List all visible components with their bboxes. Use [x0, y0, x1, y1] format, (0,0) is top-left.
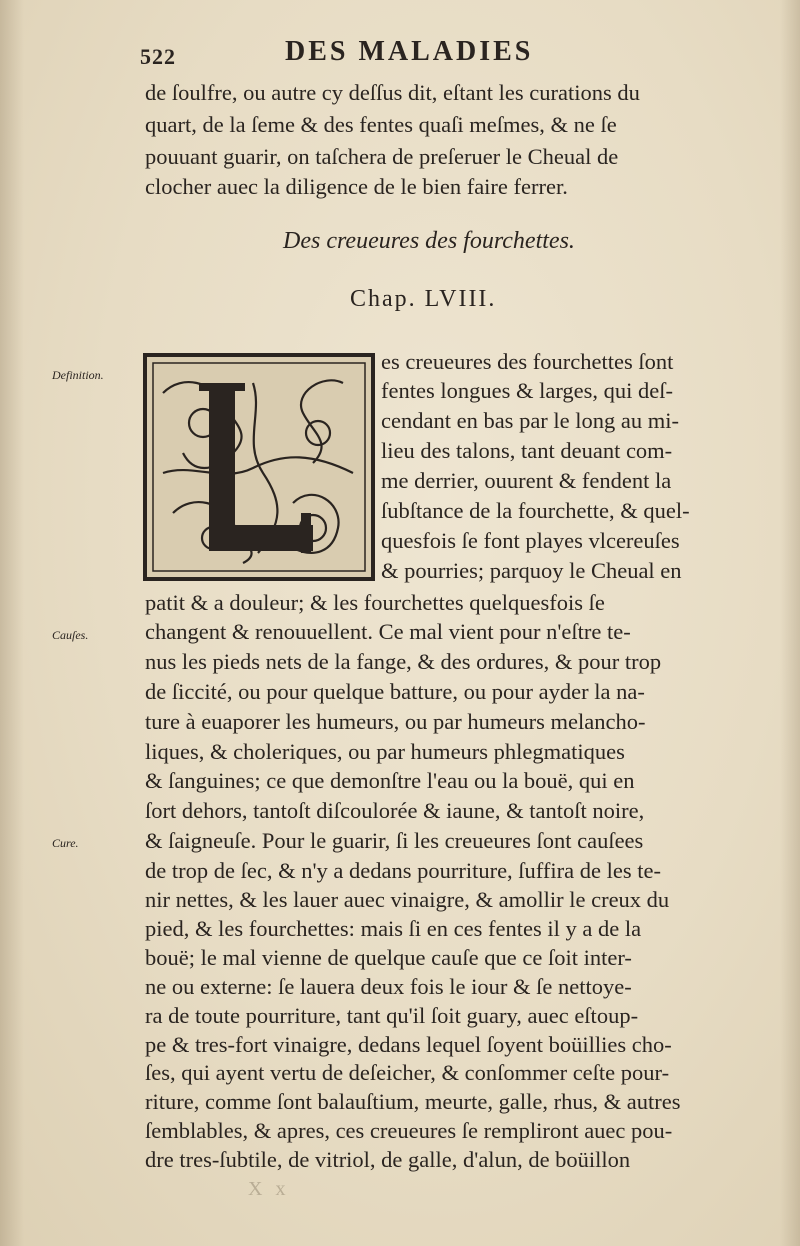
text-line: & ſanguines; ce que demonſtre l'eau ou la bouë, qui en — [145, 768, 635, 793]
text-line: pouuant guarir, on taſchera de preſeruer le Cheual de — [145, 144, 619, 169]
text-line: bouë; le mal vienne de quelque cauſe que ce ſoit inter- — [145, 945, 632, 970]
text-line: clocher auec la diligence de le bien faire ferrer. — [145, 174, 568, 199]
text-line: lieu des talons, tant deuant com- — [381, 438, 673, 463]
text-line: me derrier, ouurent & fendent la — [381, 468, 672, 493]
text-line: fentes longues & larges, qui deſ- — [381, 378, 674, 403]
edge-shadow — [780, 0, 800, 1246]
text-line: ſemblables, & apres, ces creueures ſe rempliront auec pou- — [145, 1118, 673, 1143]
page-number: 522 — [140, 44, 176, 69]
text-line: quart, de la ſeme & des fentes quaſi meſmes, & ne ſe — [145, 112, 617, 137]
ornamental-drop-cap — [143, 353, 375, 581]
text-line: de ſoulfre, ou autre cy deſſus dit, eſtant les curations du — [145, 80, 640, 105]
text-line: pied, & les fourchettes: mais ſi en ces fentes il y a de la — [145, 916, 642, 941]
margin-note-causes: Cauſes. — [52, 628, 89, 642]
text-line: & pourries; parquoy le Cheual en — [381, 558, 682, 583]
text-line: ſubſtance de la fourchette, & quel- — [381, 498, 690, 523]
text-line: riture, comme ſont balauſtium, meurte, galle, rhus, & autres — [145, 1089, 681, 1114]
text-line: ſes, qui ayent vertu de deſeicher, & conſommer ceſte pour- — [145, 1060, 670, 1085]
text-line: es creueures des fourchettes ſont — [381, 349, 674, 374]
text-line: pe & tres-fort vinaigre, dedans lequel ſoyent boüillies cho- — [145, 1032, 672, 1057]
text-line: de trop de ſec, & n'y a dedans pourriture, ſuffira de les te- — [145, 858, 661, 883]
text-line: de ſiccité, ou pour quelque batture, ou pour ayder la na- — [145, 679, 645, 704]
chapter-heading: Chap. LVIII. — [350, 286, 497, 312]
text-line: ſort dehors, tantoſt diſcoulorée & iaune, & tantoſt noire, — [145, 798, 645, 823]
section-title: Des creueures des fourchettes. — [283, 228, 575, 254]
text-line: quesfois ſe font playes vlcereuſes — [381, 528, 680, 553]
gutter-shadow — [0, 0, 24, 1246]
text-line: & ſaigneuſe. Pour le guarir, ſi les creueures ſont cauſees — [145, 828, 644, 853]
text-line: changent & renouuellent. Ce mal vient pour n'eſtre te- — [145, 619, 631, 644]
text-line: cendant en bas par le long au mi- — [381, 408, 680, 433]
running-head: DES MALADIES — [285, 36, 534, 67]
text-line: patit & a douleur; & les fourchettes quelquesfois ſe — [145, 590, 605, 615]
margin-note-cure: Cure. — [52, 836, 79, 850]
text-line: ne ou externe: ſe lauera deux fois le iour & ſe nettoye- — [145, 974, 632, 999]
signature-mark: X x — [248, 1178, 290, 1200]
drop-cap-ornament-icon — [143, 353, 375, 581]
text-line: ra de toute pourriture, tant qu'il ſoit guary, auec eſtoup- — [145, 1003, 639, 1028]
text-line: liques, & choleriques, ou par humeurs phlegmatiques — [145, 739, 625, 764]
text-line: nus les pieds nets de la fange, & des ordures, & pour trop — [145, 649, 662, 674]
text-line: dre tres-ſubtile, de vitriol, de galle, d'alun, de boüillon — [145, 1147, 631, 1172]
text-line: nir nettes, & les lauer auec vinaigre, & amollir le creux du — [145, 887, 670, 912]
text-line: ture à euaporer les humeurs, ou par humeurs melancho- — [145, 709, 646, 734]
margin-note-definition: Definition. — [52, 368, 104, 382]
